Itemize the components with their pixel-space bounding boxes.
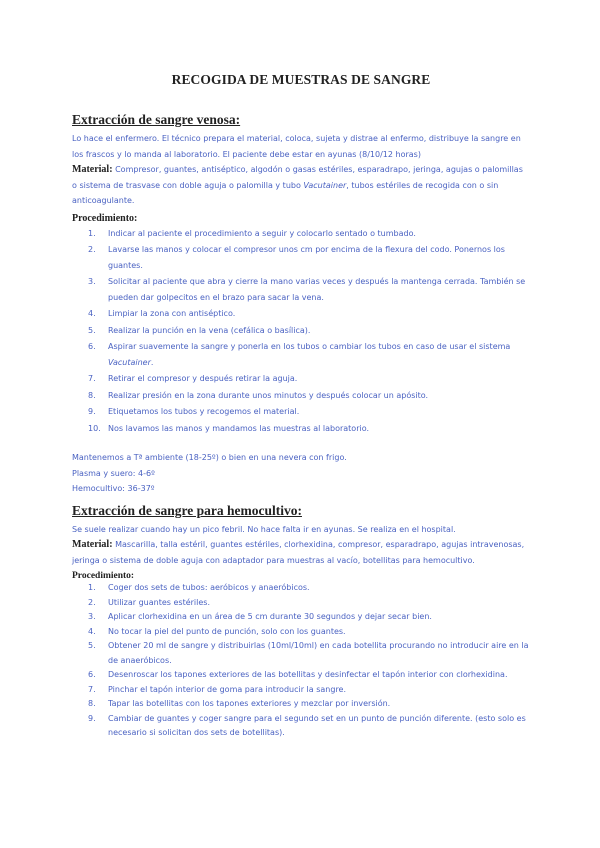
section-heading-venosa: Extracción de sangre venosa:	[72, 112, 241, 127]
material-label: Material:	[72, 539, 113, 550]
hemocultivo-material	[72, 537, 530, 568]
list-item: 5. Realizar la punción en la vena (cefálica o basílica).	[88, 325, 311, 335]
list-item: 2. Utilizar guantes estériles.	[88, 597, 210, 607]
material-text-b: , tubos estériles de recogida con o sin anticoagulante.	[72, 180, 499, 205]
venosa-material	[72, 162, 530, 209]
list-item: 6. Aspirar suavemente la sangre y ponerla en los tubos o cambiar los tubos en caso de usar el sistema Vacutainer.	[88, 342, 511, 367]
list-item: 4. Limpiar la zona con antiséptico.	[88, 309, 236, 318]
list-item: 9. Etiquetamos los tubos y recogemos el material.	[88, 407, 300, 416]
storage-note-ambient: Mantenemos a Tª ambiente (18-25º) o bien en una nevera con frigo.	[72, 453, 347, 462]
storage-note-plasma: Plasma y suero: 4-6º	[72, 468, 155, 478]
section-hemocultivo	[72, 503, 530, 741]
list-item: 5. Obtener 20 ml de sangre y distribuirlas (10ml/10ml) en cada botellita procurando no introducir aire en la de anaeróbicos.	[88, 641, 529, 665]
material-italic: Vacutainer	[303, 180, 347, 190]
list-item: 1. Indicar al paciente el procedimiento a seguir y colocarlo sentado o tumbado.	[88, 228, 416, 238]
list-item: 4. No tocar la piel del punto de punción, solo con los guantes.	[88, 626, 346, 636]
list-item: 9. Cambiar de guantes y coger sangre para el segundo set en un punto de punción diferente. (esto solo es necesario si solicitan dos sets de botellitas).	[88, 713, 526, 737]
list-item: 1. Coger dos sets de tubos: aeróbicos y anaeróbicos.	[88, 583, 310, 592]
material-label: Material:	[72, 164, 113, 175]
list-item: 7. Retirar el compresor y después retirar la aguja.	[88, 374, 298, 383]
storage-note-hemocultivo: Hemocultivo: 36-37º	[72, 484, 155, 493]
procedure-label: Procedimiento:	[72, 571, 135, 581]
list-item: 7. Pinchar el tapón interior de goma para introducir la sangre.	[88, 684, 347, 694]
procedure-label: Procedimiento:	[72, 212, 138, 224]
list-item: 6. Desenroscar los tapones exteriores de las botellitas y desinfectar el tapón interior con clorhexidina.	[88, 670, 508, 679]
list-item: 8. Realizar presión en la zona durante unos minutos y después colocar un apósito.	[88, 390, 429, 400]
list-item: 10. Nos lavamos las manos y mandamos las muestras al laboratorio.	[88, 423, 370, 433]
material-text-a: Compresor, guantes, antiséptico, algodón o gasas estériles, esparadrapo, jeringa, agujas o palomillas o sistema de trasvase con doble aguja o palomilla y tubo	[72, 165, 523, 190]
list-item: 8. Tapar las botellitas con los tapones exteriores y mezclar por inversión.	[88, 699, 391, 708]
hemocultivo-intro: Se suele realizar cuando hay un pico febril. No hace falta ir en ayunas. Se realiza en el hospital.	[72, 524, 456, 534]
list-item: 3. Solicitar al paciente que abra y cierre la mano varias veces y después la mantenga cerrada. También se pueden dar golpecitos en el brazo para sacar la vena.	[88, 277, 526, 302]
material-text: Mascarilla, talla estéril, guantes estériles, clorhexidina, compresor, esparadrapo, agujas intravenosas, jeringa o sistema de doble aguja con adaptador para muestras al vacío, botellitas para hemocultivo.	[72, 540, 525, 565]
list-item: 3. Aplicar clorhexidina en un área de 5 cm durante 30 segundos y dejar secar bien.	[88, 612, 432, 621]
venosa-intro: Lo hace el enfermero. El técnico prepara el material, coloca, sujeta y distrae al enfermo, distribuye la sangre en los frascos y lo manda al laboratorio. El paciente debe estar en ayunas (8/10/12 horas)	[72, 134, 521, 159]
venosa-steps-list	[72, 226, 530, 437]
section-venosa	[72, 112, 530, 497]
list-item: 2. Lavarse las manos y colocar el compresor unos cm por encima de la flexura del codo. Ponernos los guantes.	[88, 245, 505, 270]
hemocultivo-steps-list	[72, 581, 530, 741]
section-heading-hemocultivo: Extracción de sangre para hemocultivo:	[72, 502, 302, 518]
page-title: RECOGIDA DE MUESTRAS DE SANGRE	[171, 72, 431, 87]
